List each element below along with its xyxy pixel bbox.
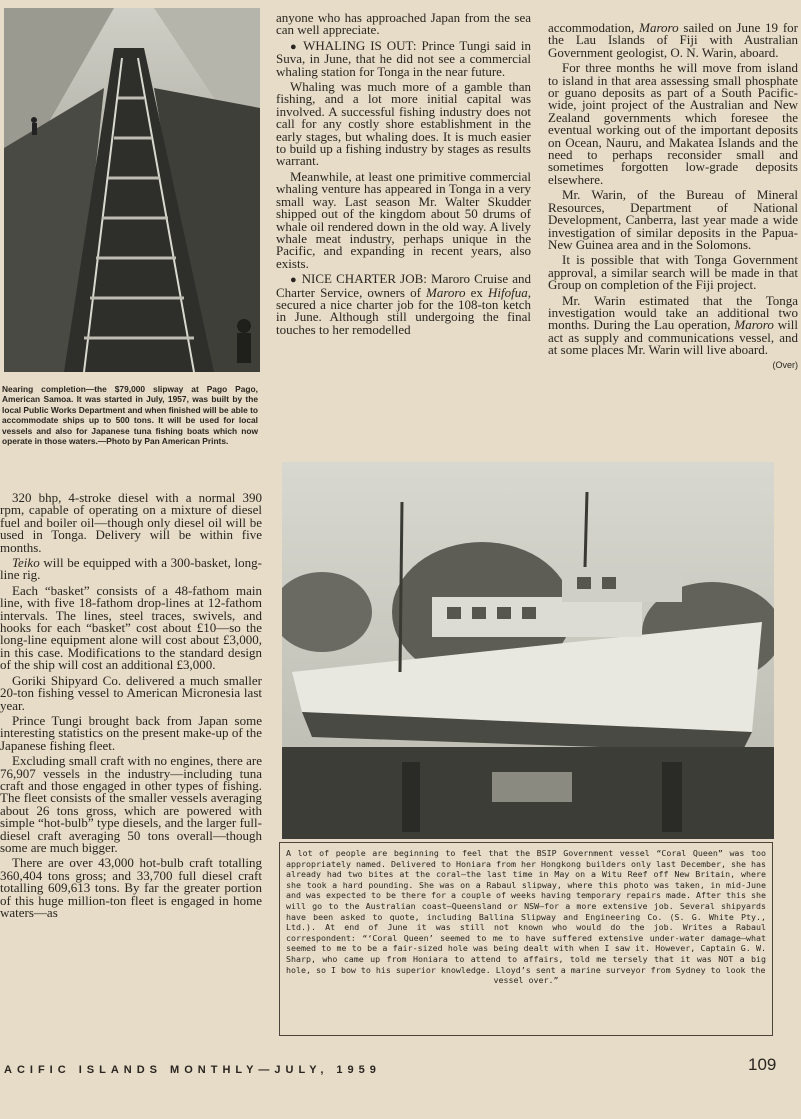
magazine-title: ACIFIC ISLANDS MONTHLY—JULY, 1959 — [4, 1064, 381, 1076]
left-paragraph-2: Each “basket” consists of a 48-fathom main line, with five 18-fathom drop-lines at 12-fathom intervals. The lines, steel traces, swivels, and hooks for each “basket” cost about £10—so the long-line equipment alone will cost about £3,000, in this case. Modifications to the standard design of the ship will cost an additional £3,000. — [0, 582, 262, 673]
right-paragraph-1: For three months he will move from island to island in that area assessing small phosphate or guano deposits as part of a South Pacific-wide, joint project of the Australian and New Zealand governments which foresee the eventual working out of the important deposits on Ocean, Nauru, and Makatea Islands and the need to perhaps reconsider small and sometimes forgotten low-grade deposits elsewhere. — [548, 60, 798, 187]
charter-heading: NICE CHARTER JOB: — [301, 271, 427, 287]
whaling-paragraph-3: Meanwhile, at least one primitive commercial whaling venture has appeared in Tonga in a very small way. Last season Mr. Walter Skudder shipped out of the kingdom about 50 drums of whale oil rendered down in the old way. A lively whale meat industry, perhaps unique in the Pacific, and expanding in recent years, also exists. — [276, 168, 531, 271]
vessel-name-maroro: Maroro — [639, 20, 679, 35]
slipway-caption — [2, 384, 258, 446]
coral-queen-photo — [282, 462, 774, 839]
left-p1-text: will be equipped with a 300-basket, long-line rig. — [0, 555, 263, 583]
bullet-icon: ● — [290, 274, 298, 287]
bullet-icon: ● — [290, 40, 299, 53]
right-paragraph-4 — [548, 292, 799, 370]
left-bottom-column — [0, 492, 262, 922]
left-paragraph-3: Goriki Shipyard Co. delivered a much smaller 20-ton fishing vessel to American Micronesia last year. — [0, 672, 262, 713]
charter-paragraph — [276, 273, 531, 336]
right-paragraph-2: Mr. Warin, of the Bureau of Mineral Resources, Department of National Development, Canberra, last year made a wide investigation of similar deposits in the Papua-New Guinea area and in the Solomons. — [548, 187, 798, 252]
mid-paragraph-0: anyone who has approached Japan from the sea can well appreciate. — [276, 10, 531, 38]
right-column — [548, 22, 798, 371]
coral-queen-caption-text: A lot of people are beginning to feel that the BSIP Government vessel “Coral Queen” was too appropriately named. Delivered to Honiara from her Hongkong builders only last December, she has already had two bites at the coral—the last time in May on a Witu Reef off New Britain, where she took a hard pounding. She was on a Rabaul slipway, where this photo was taken, in mid-June and was expected to be there for a couple of weeks having temporary repairs made. After this she will go to the Australian coast—Queensland or NSW—for a more extensive job. Several shipyards have been asked to quote, including Ballina Slipway and Engineering Co. (S. G. White Pty., Ltd.). At end of June it was still not known who would do the job. Writes a Rabaul correspondent: “‘Coral Queen’ seemed to me to have suffered extensive under-water damage—what seemed to me to be a fair-sized hole was being dealt with when I saw it. However, Captain G. W. Sharp, who came up from Honiara to attend to affairs, told me tersely that it was NOT a big hole, so I bow to his superior knowledge. Lloyd’s sent a marine surveyor from Sydney to look the — [286, 848, 766, 975]
coral-queen-caption-end: vessel over.” — [493, 975, 559, 986]
charter-text-b: , secured a nice charter job for the 108-ton ketch in June. Although still undergoing the final touches to her remodelled — [276, 284, 531, 337]
middle-column — [276, 12, 531, 339]
vessel-name-teiko: Teiko — [12, 555, 40, 571]
vessel-name-maroro: Maroro — [734, 317, 774, 333]
left-paragraph-1 — [0, 557, 262, 582]
right-paragraph-3: It is possible that with Tonga Government approval, a similar search will be made in that Group on completion of the Fiji project. — [548, 252, 798, 293]
right-paragraph-0 — [548, 22, 798, 59]
left-top-column — [0, 8, 260, 446]
right-p0-b: sailed on June 19 for the Lau Islands of Fiji with Australian Government geologist, O. N. Warin, aboard. — [548, 20, 799, 60]
page-footer — [0, 1050, 801, 1090]
whaling-text-1: Prince Tungi said in Suva, in June, that he did not see a commercial whaling station for Tonga in the near future. — [276, 37, 532, 79]
continued-over-label: (Over) — [772, 359, 798, 370]
left-paragraph-0: 320 bhp, 4-stroke diesel with a normal 390 rpm, capable of operating on a mixture of diesel fuel and boiler oil—though only diesel oil will be used in Tonga. Delivery will be within five months. — [0, 490, 262, 555]
slipway-caption-text: Nearing completion—the $79,000 slipway at Pago Pago, American Samoa. It was started in July, 1957, was built by the local Public Works Department and when finished will be able to accommodate ships up to 500 tons. It will be used for local vessels and also for Japanese tuna fishing boats which now operate in those waters. — [2, 384, 258, 447]
slipway-photo-credit: —Photo by Pan American Prints. — [97, 436, 229, 447]
vessel-name-hifofua: Hifofua — [488, 284, 528, 300]
slipway-photo — [4, 8, 260, 372]
vessel-name-maroro: Maroro — [426, 284, 466, 300]
charter-text-a: Maroro Cruise and Charter Service, owners of — [276, 271, 531, 300]
coral-queen-caption — [279, 842, 773, 1036]
charter-ex: ex — [470, 284, 483, 300]
whaling-paragraph-2: Whaling was much more of a gamble than fishing, and a lot more initial capital was involved. A successful fishing industry does not call for any costly shore establishment in the early stages, but whaling does. It is much easier to build up a fishing industry by stages as results warrant. — [276, 79, 531, 169]
page-number: 109 — [748, 1055, 777, 1074]
left-paragraph-5: Excluding small craft with no engines, there are 76,907 vessels in the industry—including tuna craft and those engaged in other types of fishing. The fleet consists of the smaller vessels averaging about 26 tons gross, which are powered with simple “hot-bulb” type diesels, and the larger full-diesel craft averaging 50 tons overall—though some are much bigger. — [0, 753, 262, 855]
left-paragraph-4: Prince Tungi brought back from Japan some interesting statistics on the present make-up of the Japanese fishing fleet. — [0, 712, 262, 753]
slipway-photo-image — [4, 8, 260, 372]
whaling-heading: WHALING IS OUT: — [303, 37, 417, 53]
right-p4-b: will act as supply and communications vessel, and at some places Mr. Warin will live aboard. — [548, 317, 799, 358]
left-paragraph-6: There are over 43,000 hot-bulb craft totalling 360,404 tons gross; and 33,700 full diesel craft totalling 609,613 tons. By far the greater portion of this huge million-ton fleet is engaged in home waters—as — [0, 855, 262, 920]
right-p4-a: Mr. Warin estimated that the Tonga investigation would take an additional two months. During the Lau operation, — [548, 292, 798, 333]
right-p0-a: accommodation, — [548, 20, 635, 35]
coral-queen-photo-image — [282, 462, 774, 839]
whaling-paragraph-1 — [276, 37, 532, 79]
